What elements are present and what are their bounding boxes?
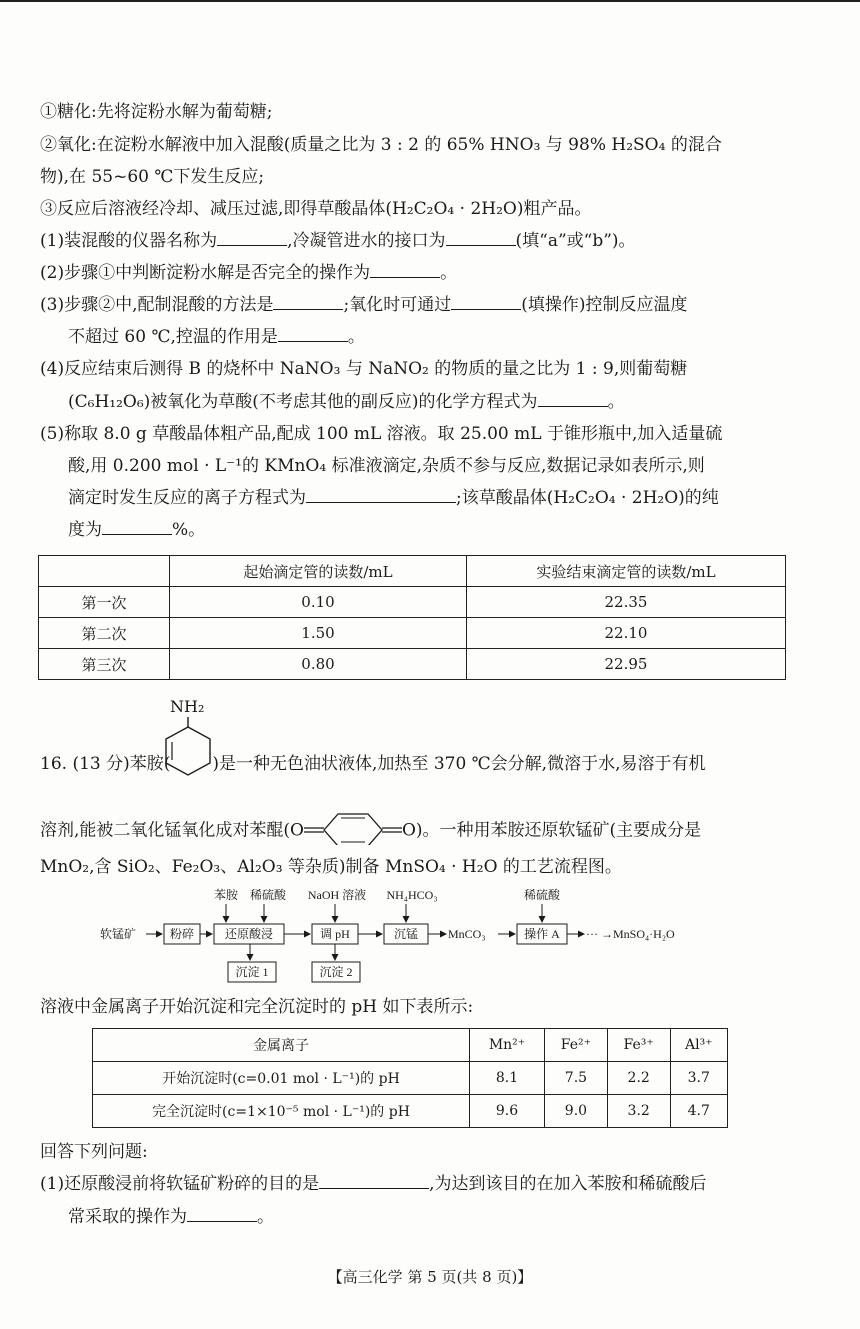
ph-table: [92, 1028, 728, 1128]
step-3: ③反应后溶液经冷却、减压过滤,即得草酸晶体(H₂C₂O₄ · 2H₂O)粗产品。: [40, 199, 592, 219]
answer-blank[interactable]: [370, 261, 440, 278]
top-rule: [0, 0, 860, 2]
table-cell: 4.7: [670, 1095, 727, 1128]
question-5-line-2: 酸,用 0.200 mol · L⁻¹的 KMnO₄ 标准液滴定,杂质不参与反应,数据记录如表所示,则: [68, 456, 705, 476]
page-footer: 【高三化学 第 5 页(共 8 页)】: [327, 1268, 533, 1286]
sub-question-1-line-1: (1)还原酸浸前将软锰矿粉碎的目的是 ,为达到该目的在加入苯胺和稀硫酸后: [40, 1174, 707, 1194]
flow-box-operation-a: 操作 A: [524, 927, 560, 941]
table-row: [39, 587, 786, 618]
process-flowchart: [100, 886, 740, 986]
table-header-cell: Fe²⁺: [545, 1029, 608, 1062]
answer-blank[interactable]: [538, 390, 608, 407]
flow-box-precipitate: 沉锰: [393, 927, 419, 941]
question-5-line-3: 滴定时发生反应的离子方程式为 ;该草酸晶体(H₂C₂O₄ · 2H₂O)的纯: [68, 488, 719, 508]
table-intro: 溶液中金属离子开始沉淀和完全沉淀时的 pH 如下表所示:: [40, 997, 474, 1017]
flow-reagent-acid: 稀硫酸: [249, 888, 287, 902]
table-row: [39, 649, 786, 680]
flow-reagent-acid-2: 稀硫酸: [523, 888, 561, 902]
flow-residue-1: 沉淀 1: [235, 965, 269, 979]
table-header-cell: [39, 556, 170, 587]
flow-mnco3: MnCO₃: [448, 927, 486, 941]
table-header-row: [39, 556, 786, 587]
answer-blank[interactable]: [306, 486, 456, 503]
flow-box-crush: 粉碎: [169, 927, 195, 941]
question-5-line-1: (5)称取 8.0 g 草酸晶体粗产品,配成 100 mL 溶液。取 25.00 mL 于锥形瓶中,加入适量硫: [40, 424, 723, 444]
flow-box-ph: 调 pH: [320, 927, 350, 941]
question-2: (2)步骤①中判断淀粉水解是否完全的操作为 。: [40, 263, 458, 283]
table-header-cell: Fe³⁺: [607, 1029, 670, 1062]
answer-blank[interactable]: [217, 229, 287, 246]
table-cell: 9.0: [545, 1095, 608, 1128]
table-cell: 22.95: [467, 649, 786, 680]
table-header-cell: 金属离子: [93, 1029, 470, 1062]
step-2-line-2: 物),在 55~60 ℃下发生反应;: [40, 167, 265, 187]
answer-blank[interactable]: [278, 325, 348, 342]
benzoquinone-structure: [304, 811, 402, 845]
table-cell: 7.5: [545, 1062, 608, 1095]
flow-reagent-aniline: 苯胺: [213, 888, 239, 902]
answer-blank[interactable]: [187, 1205, 257, 1222]
table-cell: 第一次: [39, 587, 170, 618]
step-2-line-1: ②氧化:在淀粉水解液中加入混酸(质量之比为 3 : 2 的 65% HNO₃ 与 98% H₂SO₄ 的混合: [40, 135, 722, 155]
answer-prompt: 回答下列问题:: [40, 1142, 148, 1162]
table-header-cell: 实验结束滴定管的读数/mL: [467, 556, 786, 587]
table-row: [93, 1062, 728, 1095]
problem-16-line-3: MnO₂,含 SiO₂、Fe₂O₃、Al₂O₃ 等杂质)制备 MnSO₄ · H₂O 的工艺流程图。: [40, 857, 622, 877]
table-header-cell: Al³⁺: [670, 1029, 727, 1062]
titration-table: [38, 555, 786, 680]
table-cell: 3.7: [670, 1062, 727, 1095]
table-cell: 第三次: [39, 649, 170, 680]
table-cell: 22.35: [467, 587, 786, 618]
question-5-line-4: 度为 %。: [68, 520, 206, 540]
question-4-line-2: (C₆H₁₂O₆)被氧化为草酸(不考虑其他的副反应)的化学方程式为 。: [68, 392, 625, 412]
flow-start: 软锰矿: [100, 927, 137, 941]
table-row: [93, 1095, 728, 1128]
problem-16-line-2: 溶剂,能被二氧化锰氧化成对苯醌(O O)。一种用苯胺还原软锰矿(主要成分是: [40, 817, 701, 845]
table-cell: 开始沉淀时(c=0.01 mol · L⁻¹)的 pH: [93, 1062, 470, 1095]
question-1: (1)装混酸的仪器名称为 ,冷凝管进水的接口为 (填“a”或“b”)。: [40, 231, 636, 251]
table-header-cell: 起始滴定管的读数/mL: [170, 556, 467, 587]
answer-blank[interactable]: [273, 293, 343, 310]
answer-blank[interactable]: [319, 1172, 429, 1189]
table-cell: 8.1: [470, 1062, 545, 1095]
question-3-line-1: (3)步骤②中,配制混酸的方法是 ;氧化时可通过 (填操作)控制反应温度: [40, 295, 688, 315]
answer-blank[interactable]: [446, 229, 516, 246]
table-cell: 0.10: [170, 587, 467, 618]
flow-residue-2: 沉淀 2: [319, 965, 353, 979]
flow-box-leach: 还原酸浸: [224, 927, 274, 941]
flow-reagent-nh4hco3: NH₄HCO₃: [386, 888, 438, 902]
flow-reagent-naoh: NaOH 溶液: [307, 888, 367, 902]
table-row: [39, 618, 786, 649]
table-cell: 22.10: [467, 618, 786, 649]
table-cell: 0.80: [170, 649, 467, 680]
question-4-line-1: (4)反应结束后测得 B 的烧杯中 NaNO₃ 与 NaNO₂ 的物质的量之比为 1 : 9,则葡萄糖: [40, 359, 688, 379]
table-cell: 2.2: [607, 1062, 670, 1095]
nh2-label: NH₂: [170, 697, 205, 716]
table-cell: 3.2: [607, 1095, 670, 1128]
table-cell: 完全沉淀时(c=1×10⁻⁵ mol · L⁻¹)的 pH: [93, 1095, 470, 1128]
sub-question-1-line-2: 常采取的操作为 。: [68, 1207, 274, 1227]
answer-blank[interactable]: [102, 518, 172, 535]
table-cell: 1.50: [170, 618, 467, 649]
table-header-cell: Mn²⁺: [470, 1029, 545, 1062]
table-cell: 9.6: [470, 1095, 545, 1128]
table-cell: 第二次: [39, 618, 170, 649]
question-3-line-2: 不超过 60 ℃,控温的作用是 。: [68, 327, 365, 347]
answer-blank[interactable]: [451, 293, 521, 310]
problem-16-line-1: 16. (13 分)苯胺( )是一种无色油状液体,加热至 370 ℃会分解,微溶于水,易溶于有机: [40, 754, 706, 774]
table-header-row: [93, 1029, 728, 1062]
step-1: ①糖化:先将淀粉水解为葡萄糖;: [40, 102, 273, 122]
flow-end: ··· →MnSO₄·H₂O: [586, 927, 675, 941]
